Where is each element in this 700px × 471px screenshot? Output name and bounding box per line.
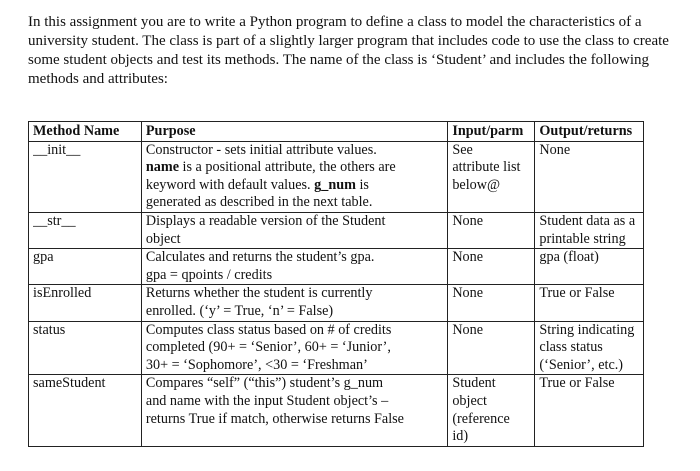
method-name: status [33,321,66,338]
purpose-cell [141,141,447,212]
purpose-cell [141,249,447,285]
input-parm-line: None [452,249,484,266]
method-name-cell [29,141,142,212]
input-parm-cell [448,375,535,446]
table-row [29,375,644,446]
table-row [29,141,644,212]
purpose-line: and name with the input Student object’s – [145,392,389,409]
intro-line: methods and attributes: [28,71,168,87]
output-returns-line: True or False [539,285,615,302]
input-parm-cell [448,321,535,375]
method-name: __str__ [33,212,76,229]
input-parm-line: None [452,212,484,229]
method-name: isEnrolled [33,285,92,302]
purpose-line: object [145,230,181,247]
output-returns-line: None [539,141,571,158]
output-returns-cell [535,321,644,375]
input-parm-line: (reference [452,410,510,427]
purpose-line: keyword with default values. g_num is [145,176,369,193]
purpose-line: generated as described in the next table. [145,194,373,211]
intro-line: some student objects and test its methods. The name of the class is ‘Student’ and includes the following [28,52,649,68]
table-body [29,141,644,446]
input-parm-line: attribute list [452,159,521,176]
purpose-cell [141,321,447,375]
input-parm-line: Student [452,375,496,392]
output-returns-line: printable string [539,230,626,247]
purpose-line: Compares “self” (“this”) student’s g_num [145,375,384,392]
table-row [29,321,644,375]
input-parm-cell [448,141,535,212]
method-name-cell [29,212,142,248]
input-parm-cell [448,249,535,285]
method-name-cell [29,375,142,446]
purpose-line: Returns whether the student is currently [145,285,373,302]
purpose-line: enrolled. (‘y’ = True, ‘n’ = False) [145,302,334,319]
purpose-cell [141,285,447,321]
output-returns-line: (‘Senior’, etc.) [539,356,624,373]
purpose-line: Constructor - sets initial attribute values. [145,141,377,158]
output-returns-line: class status [539,339,603,356]
purpose-line: Computes class status based on # of credits [145,321,392,338]
method-name-cell [29,249,142,285]
purpose-line: completed (90+ = ‘Senior’, 60+ = ‘Junior’, [145,339,391,356]
header-method-name: Method Name [29,122,142,142]
purpose-line: Displays a readable version of the Student [145,212,386,229]
output-returns-cell [535,249,644,285]
table-row [29,285,644,321]
header-input-parm: Input/parm [448,122,535,142]
table-header-row [29,122,644,142]
intro-line: university student. The class is part of a slightly larger program that includes code to use the class to create [28,33,669,49]
output-returns-line: Student data as a [539,212,636,229]
purpose-cell [141,212,447,248]
output-returns-cell [535,141,644,212]
input-parm-line: id) [452,428,469,445]
method-name: gpa [33,249,54,266]
input-parm-line: object [452,392,487,409]
assignment-intro [28,13,692,89]
purpose-line: name is a positional attribute, the others are [145,159,396,176]
input-parm-cell [448,285,535,321]
input-parm-line: None [452,285,484,302]
input-parm-line: See [452,141,473,158]
output-returns-line: String indicating [539,321,635,338]
header-output-returns: Output/returns [535,122,644,142]
method-name: __init__ [33,141,81,158]
input-parm-line: below@ [452,176,501,193]
output-returns-cell [535,212,644,248]
methods-table [28,121,644,447]
input-parm-cell [448,212,535,248]
method-name-cell [29,285,142,321]
purpose-line: 30+ = ‘Sophomore’, <30 = ‘Freshman’ [145,356,368,373]
attribute-name: name [145,159,179,176]
table-row [29,249,644,285]
purpose-line: returns True if match, otherwise returns False [145,410,404,427]
attribute-name: g_num [314,176,356,193]
purpose-line: Calculates and returns the student’s gpa. [145,249,375,266]
output-returns-cell [535,375,644,446]
output-returns-line: True or False [539,375,615,392]
input-parm-line: None [452,321,484,338]
header-purpose: Purpose [141,122,447,142]
method-name-cell [29,321,142,375]
method-name: sameStudent [33,375,106,392]
output-returns-line: gpa (float) [539,249,599,266]
purpose-cell [141,375,447,446]
output-returns-cell [535,285,644,321]
table-row [29,212,644,248]
intro-line: In this assignment you are to write a Python program to define a class to model the characteristics of a [28,14,642,30]
purpose-line: gpa = qpoints / credits [145,266,273,283]
